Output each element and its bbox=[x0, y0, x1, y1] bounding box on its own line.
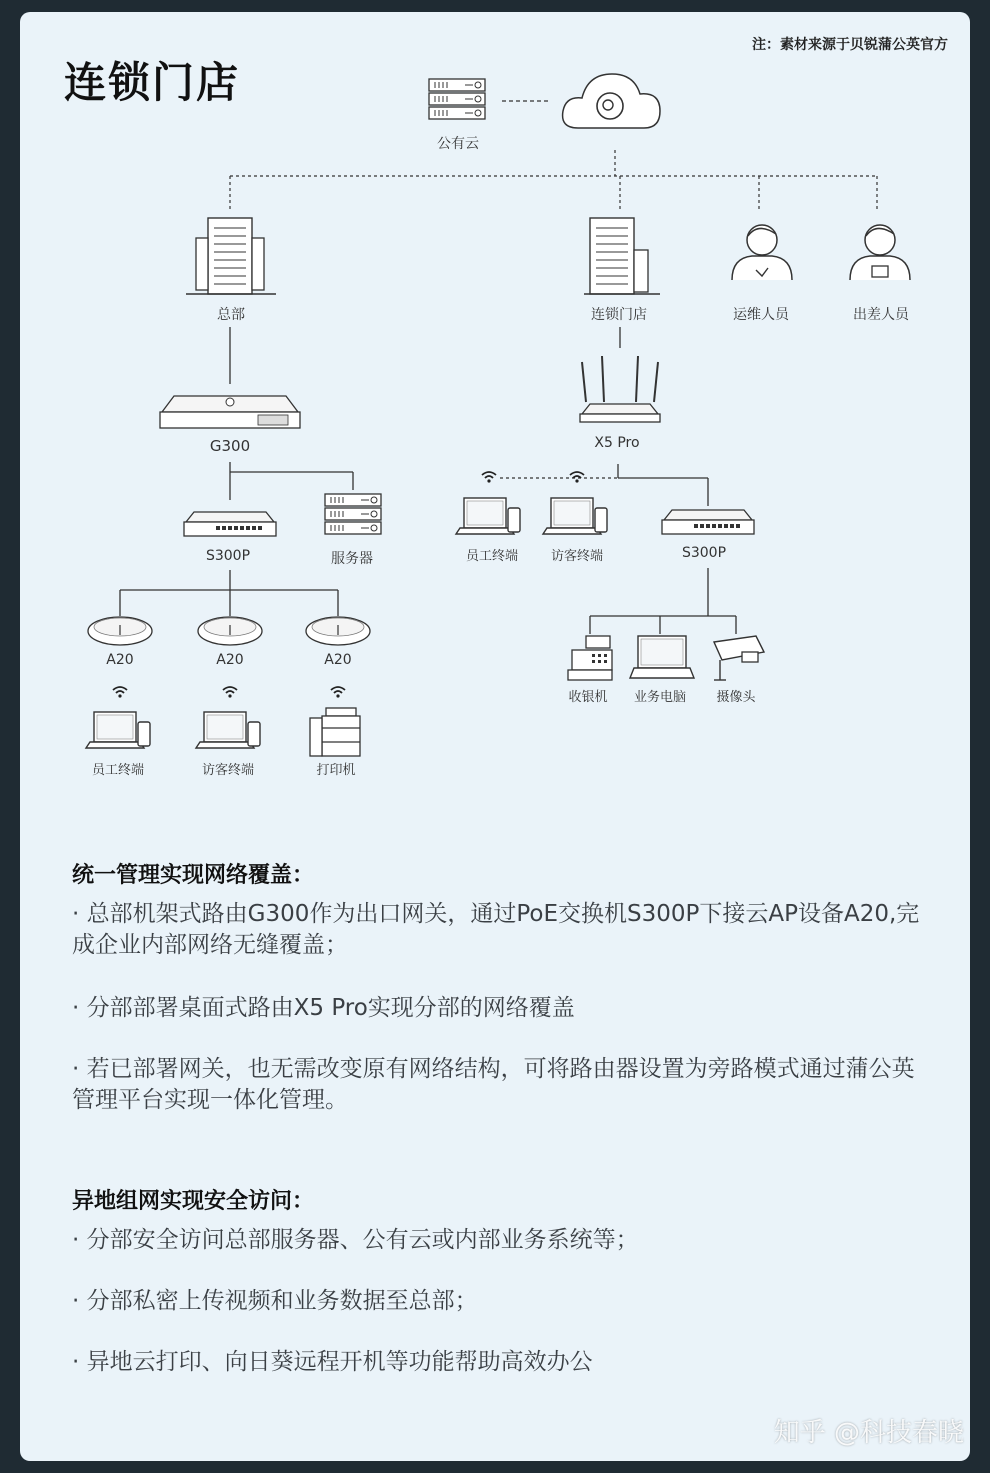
page-title: 连锁门店 bbox=[64, 58, 241, 107]
section2-paragraph-2: · 分部私密上传视频和业务数据至总部； bbox=[72, 1288, 478, 1314]
wifi-icon-1 bbox=[113, 687, 127, 698]
cashier-label: 收银机 bbox=[568, 690, 608, 705]
store-visitor-terminal-label: 访客终端 bbox=[550, 549, 603, 564]
wifi-icon-3 bbox=[331, 687, 345, 698]
ap-icon-3 bbox=[306, 617, 370, 645]
camera-label: 摄像头 bbox=[716, 690, 756, 705]
ap-icon-1 bbox=[88, 617, 152, 645]
store-staff-terminal-icon bbox=[456, 498, 520, 534]
store-wifi-icon-2 bbox=[570, 472, 584, 483]
store-label: 连锁门店 bbox=[591, 307, 647, 323]
printer-icon bbox=[310, 708, 360, 756]
watermark: 知乎 @科技春晓 bbox=[773, 1418, 964, 1448]
hq-label: 总部 bbox=[217, 307, 245, 323]
store-staff-terminal-label: 员工终端 bbox=[465, 549, 518, 564]
server-icon bbox=[325, 494, 381, 534]
hq-switch-label: S300P bbox=[205, 548, 251, 564]
store-switch-label: S300P bbox=[681, 545, 727, 561]
content-card bbox=[20, 12, 970, 1461]
business-pc-icon bbox=[630, 636, 694, 678]
hq-building-icon bbox=[186, 218, 276, 294]
server-label: 服务器 bbox=[331, 551, 373, 567]
camera-icon bbox=[714, 636, 764, 680]
section2-paragraph-1: · 分部安全访问总部服务器、公有云或内部业务系统等； bbox=[72, 1227, 639, 1253]
x5pro-router-icon bbox=[580, 356, 660, 422]
source-note: 注：素材来源于贝锐蒲公英官方 bbox=[752, 37, 948, 53]
section-network-coverage bbox=[72, 858, 932, 1146]
business-pc-label: 业务电脑 bbox=[633, 690, 686, 705]
ops-label: 运维人员 bbox=[733, 307, 789, 323]
section1-paragraph-3: · 若已部署网关，也无需改变原有网络结构，可将路由器设置为旁路模式通过蒲公英管理平台实现一体化管理。 bbox=[72, 1056, 915, 1113]
ops-person-icon bbox=[732, 225, 792, 280]
store-visitor-terminal-icon bbox=[543, 498, 607, 534]
ap-label-1: A20 bbox=[106, 652, 134, 668]
section-secure-access bbox=[72, 1184, 932, 1408]
g300-label: G300 bbox=[209, 437, 251, 455]
store-wifi-icon-1 bbox=[482, 472, 496, 483]
public-cloud-server-icon bbox=[429, 79, 485, 119]
ap-label-2: A20 bbox=[216, 652, 244, 668]
printer-label: 打印机 bbox=[316, 763, 356, 778]
wifi-icon-2 bbox=[223, 687, 237, 698]
section2-heading: 异地组网实现安全访问： bbox=[72, 1189, 315, 1214]
ap-label-3: A20 bbox=[324, 652, 352, 668]
hq-staff-terminal-icon bbox=[86, 712, 150, 748]
section2-paragraph-3: · 异地云打印、向日葵远程开机等功能帮助高效办公 bbox=[72, 1349, 593, 1375]
network-diagram bbox=[20, 12, 970, 812]
travel-person-icon bbox=[850, 225, 910, 280]
public-cloud-label: 公有云 bbox=[437, 136, 479, 152]
x5pro-label: X5 Pro bbox=[594, 435, 640, 451]
cashier-icon bbox=[568, 636, 612, 680]
travel-label: 出差人员 bbox=[853, 307, 909, 323]
hq-staff-terminal-label: 员工终端 bbox=[91, 763, 144, 778]
ap-icon-2 bbox=[198, 617, 262, 645]
section1-paragraph-1: · 总部机架式路由G300作为出口网关，通过PoE交换机S300P下接云AP设备A20,完成企业内部网络无缝覆盖； bbox=[72, 901, 920, 958]
store-switch-icon bbox=[662, 510, 754, 534]
hq-visitor-terminal-icon bbox=[196, 712, 260, 748]
g300-router-icon bbox=[160, 396, 300, 428]
cloud-icon bbox=[563, 74, 660, 128]
section1-heading: 统一管理实现网络覆盖： bbox=[72, 863, 315, 888]
section1-paragraph-2: · 分部部署桌面式路由X5 Pro实现分部的网络覆盖 bbox=[72, 995, 575, 1021]
hq-visitor-terminal-label: 访客终端 bbox=[201, 763, 254, 778]
store-building-icon bbox=[584, 218, 660, 294]
hq-switch-icon bbox=[184, 512, 276, 536]
